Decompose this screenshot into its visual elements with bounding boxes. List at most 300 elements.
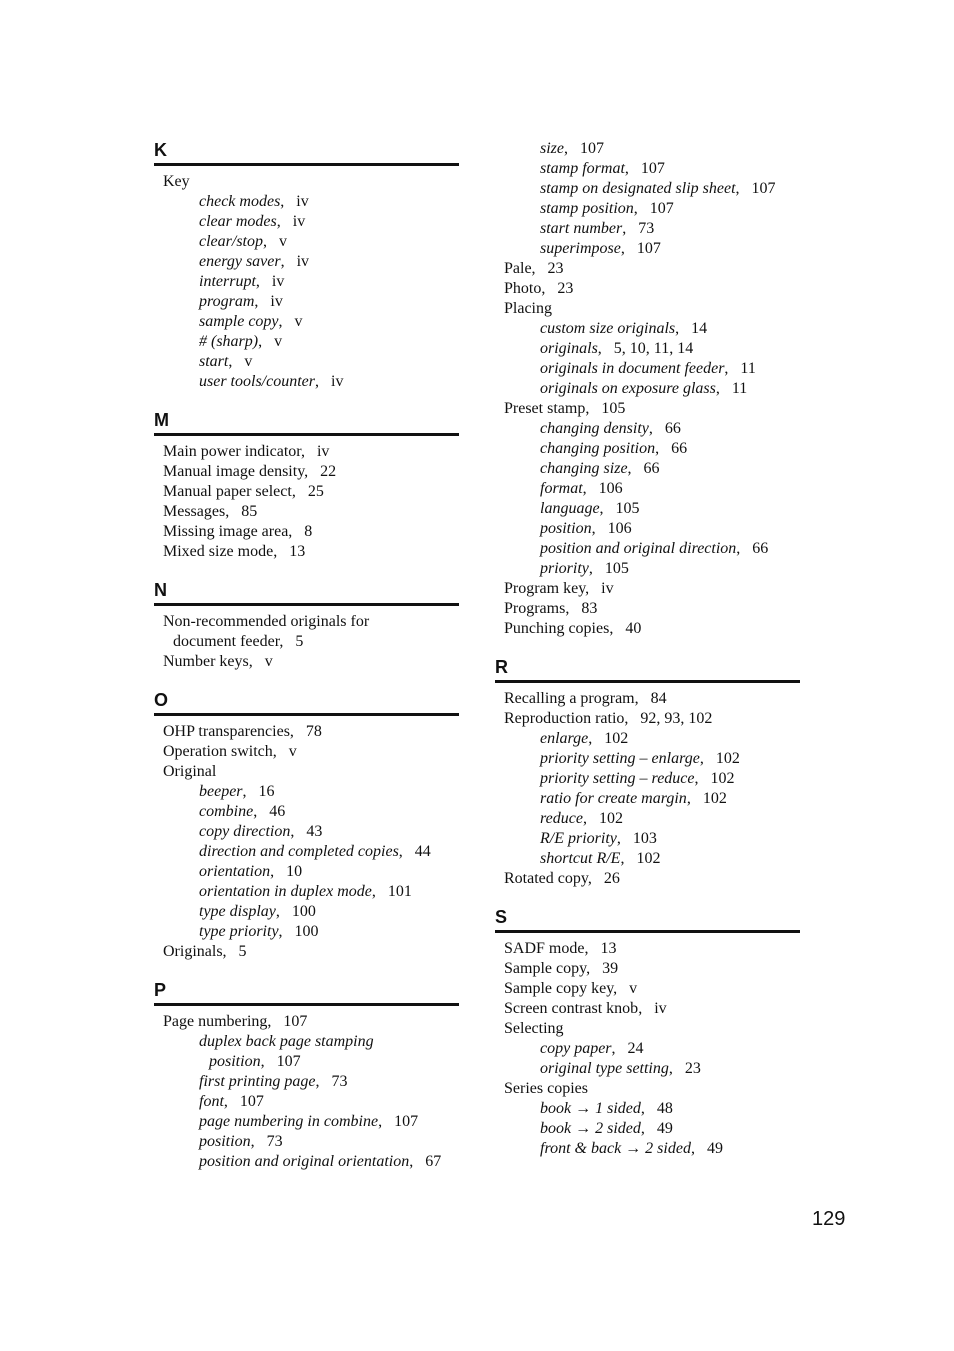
index-entry — [154, 762, 459, 782]
entry-pages: 107 — [751, 180, 776, 197]
section-letter: K — [154, 140, 167, 160]
entry-separator: , — [288, 523, 305, 540]
index-subentry — [495, 1119, 800, 1139]
entry-separator: , — [584, 940, 601, 957]
entry-separator: , — [273, 543, 290, 560]
entry-separator: , — [272, 743, 289, 760]
index-subentry — [495, 499, 800, 519]
entry-term: stamp position — [540, 200, 634, 217]
entry-pages: 103 — [632, 830, 657, 847]
entry-pages: 107 — [239, 1093, 264, 1110]
index-section — [154, 140, 459, 392]
entry-term: reduce — [540, 810, 583, 827]
entry-pages: 26 — [603, 870, 620, 887]
entry-separator: , — [291, 483, 308, 500]
entry-term: Placing — [504, 300, 552, 317]
section-letter: P — [154, 980, 167, 1000]
index-subentry — [495, 439, 800, 459]
entry-pages: 67 — [425, 1153, 442, 1170]
index-section — [495, 139, 800, 639]
section-letter: R — [495, 657, 508, 677]
entry-pages: 23 — [557, 280, 574, 297]
index-subentry — [154, 802, 459, 822]
entry-pages: 107 — [580, 140, 604, 157]
entry-separator: , — [686, 790, 703, 807]
entry-term: Original — [163, 763, 217, 780]
entry-term: originals — [540, 340, 598, 357]
entry-term: user tools/counter — [199, 373, 315, 390]
entry-term: Key — [163, 173, 190, 190]
index-subentry — [154, 352, 459, 372]
entry-term: language — [540, 500, 600, 517]
entry-term: first printing page — [199, 1073, 316, 1090]
entry-term: Page numbering — [163, 1013, 268, 1030]
index-subentry — [495, 159, 800, 179]
index-entry — [495, 259, 800, 279]
entry-term: format — [540, 480, 583, 497]
entry-pages: v — [288, 743, 297, 760]
index-entry-continuation — [154, 632, 459, 652]
index-entry — [154, 1012, 459, 1032]
entry-term: original type setting — [540, 1060, 669, 1077]
entry-term: Missing image area — [163, 523, 289, 540]
index-entry — [154, 612, 459, 632]
section-header — [154, 410, 459, 436]
section-rule — [154, 1003, 459, 1006]
entry-term: originals in document feeder — [540, 360, 725, 377]
index-subentry — [154, 272, 459, 292]
entry-pages: iv — [296, 193, 309, 210]
entry-separator: , — [597, 340, 614, 357]
section-rule — [154, 713, 459, 716]
entry-separator: , — [735, 180, 752, 197]
entry-term: # (sharp) — [199, 333, 259, 350]
index-entry — [154, 502, 459, 522]
entry-pages: 107 — [276, 1053, 301, 1070]
entry-pages: iv — [271, 273, 285, 290]
entry-separator: , — [715, 380, 732, 397]
entry-separator: , — [278, 923, 295, 940]
entry-term: page numbering in combine — [199, 1113, 379, 1130]
entry-pages: 107 — [640, 160, 665, 177]
index-entry — [154, 542, 459, 562]
index-entry — [495, 399, 800, 419]
entry-separator: , — [585, 400, 602, 417]
entry-term: Number keys — [163, 653, 249, 670]
entry-term: priority setting – reduce — [540, 770, 695, 787]
entry-term: Punching copies — [504, 620, 610, 637]
index-subentry — [154, 232, 459, 252]
entry-term: position — [199, 1133, 251, 1150]
entry-separator: , — [724, 360, 741, 377]
entry-pages: 100 — [294, 923, 319, 940]
index-subentry — [154, 372, 459, 392]
entry-pages: iv — [292, 213, 306, 230]
section-rule — [154, 163, 459, 166]
index-subentry — [495, 479, 800, 499]
index-entry — [495, 959, 800, 979]
index-subentry — [495, 219, 800, 239]
index-subentry — [495, 359, 800, 379]
entry-pages: 106 — [607, 520, 632, 537]
entry-term: Screen contrast knob — [504, 1000, 639, 1017]
index-subentry — [154, 292, 459, 312]
section-header — [495, 657, 800, 683]
index-subentry — [154, 922, 459, 942]
index-entry — [495, 599, 800, 619]
section-letter: N — [154, 580, 167, 600]
entry-list — [154, 716, 459, 962]
index-subentry — [495, 789, 800, 809]
entry-term: Sample copy key — [504, 980, 614, 997]
entry-term: energy saver — [199, 253, 281, 270]
entry-term: priority setting – enlarge — [540, 750, 700, 767]
entry-separator: , — [591, 520, 608, 537]
entry-term: changing position — [540, 440, 656, 457]
entry-pages: 92, 93, 102 — [640, 710, 713, 727]
entry-separator: , — [582, 480, 599, 497]
entry-term: position and original direction — [540, 540, 737, 557]
entry-pages: 102 — [710, 770, 735, 787]
index-entry — [154, 482, 459, 502]
entry-term: Selecting — [504, 1020, 564, 1037]
entry-term: orientation — [199, 863, 271, 880]
entry-separator: , — [640, 1120, 657, 1137]
entry-pages: 102 — [715, 750, 740, 767]
entry-separator: , — [622, 220, 639, 237]
entry-pages: 23 — [684, 1060, 701, 1077]
entry-list — [154, 436, 459, 562]
index-entry — [154, 522, 459, 542]
index-section — [495, 657, 800, 889]
entry-list — [154, 1006, 459, 1172]
entry-term: Main power indicator — [163, 443, 301, 460]
index-subentry — [495, 199, 800, 219]
entry-pages: 49 — [656, 1120, 673, 1137]
index-subentry — [154, 822, 459, 842]
section-letter: M — [154, 410, 169, 430]
entry-pages: 11 — [731, 380, 748, 397]
entry-separator: , — [611, 1040, 628, 1057]
entry-pages: iv — [601, 580, 614, 597]
section-rule — [495, 930, 800, 933]
entry-separator: , — [228, 353, 245, 370]
index-subentry — [495, 319, 800, 339]
entry-separator: , — [315, 1073, 332, 1090]
entry-separator: , — [638, 1000, 655, 1017]
entry-pages: 107 — [394, 1113, 419, 1130]
entry-term: orientation in duplex mode — [199, 883, 372, 900]
index-section — [495, 907, 800, 1159]
entry-separator: , — [634, 690, 651, 707]
entry-separator: , — [289, 723, 306, 740]
entry-separator: , — [633, 200, 650, 217]
entry-pages: 66 — [643, 460, 660, 477]
index-subentry — [495, 339, 800, 359]
entry-pages: 106 — [598, 480, 623, 497]
index-entry — [154, 462, 459, 482]
entry-separator: , — [531, 260, 548, 277]
entry-separator: , — [223, 1093, 240, 1110]
entry-separator: , — [300, 443, 317, 460]
entry-term: ratio for create margin — [540, 790, 687, 807]
entry-pages: v — [244, 353, 253, 370]
index-subentry — [495, 1059, 800, 1079]
index-subentry — [154, 1032, 459, 1052]
entry-term: Messages — [163, 503, 226, 520]
entry-separator: , — [248, 653, 265, 670]
index-subentry — [154, 1072, 459, 1092]
entry-term: Originals — [163, 943, 223, 960]
entry-pages: iv — [270, 293, 283, 310]
entry-pages: 5, 10, 11, 14 — [613, 340, 694, 357]
entry-pages: 11 — [740, 360, 756, 377]
entry-term: Photo — [504, 280, 542, 297]
index-subentry — [154, 1112, 459, 1132]
index-subentry — [154, 212, 459, 232]
entry-separator: , — [242, 783, 259, 800]
entry-term: front & back → 2 sided — [540, 1140, 691, 1157]
index-entry — [495, 1079, 800, 1099]
entry-pages: 14 — [691, 320, 708, 337]
entry-term: size — [540, 140, 564, 157]
section-letter: O — [154, 690, 169, 710]
entry-separator: , — [222, 943, 239, 960]
entry-pages: 105 — [601, 400, 626, 417]
entry-term: Manual paper select — [163, 483, 292, 500]
index-entry — [495, 299, 800, 319]
entry-pages: 100 — [291, 903, 316, 920]
index-subentry — [495, 139, 800, 159]
entry-term: Non-recommended originals for — [163, 613, 370, 630]
entry-pages: 101 — [387, 883, 412, 900]
entry-pages: 85 — [241, 503, 258, 520]
entry-term: Reproduction ratio — [504, 710, 625, 727]
index-column-right — [495, 139, 800, 1177]
entry-term: type priority — [199, 923, 279, 940]
entry-term: combine — [199, 803, 254, 820]
entry-separator: , — [315, 373, 331, 390]
entry-separator: , — [541, 280, 558, 297]
entry-separator: , — [624, 160, 641, 177]
entry-separator: , — [620, 240, 637, 257]
entry-separator: , — [613, 980, 630, 997]
index-entry — [495, 979, 800, 999]
entry-pages: 84 — [650, 690, 667, 707]
index-entry — [154, 722, 459, 742]
entry-term: book → 2 sided — [540, 1120, 641, 1137]
entry-term: program — [199, 293, 255, 310]
entry-pages: 39 — [602, 960, 619, 977]
entry-separator: , — [582, 810, 599, 827]
index-section — [154, 690, 459, 962]
entry-pages: 78 — [305, 723, 322, 740]
page-number: 129 — [812, 1208, 846, 1230]
entry-term: copy direction — [199, 823, 291, 840]
entry-term: Program key — [504, 580, 586, 597]
entry-separator: , — [565, 600, 582, 617]
index-subentry — [495, 459, 800, 479]
entry-separator: , — [290, 823, 307, 840]
entry-term: Programs — [504, 600, 566, 617]
index-subentry — [154, 862, 459, 882]
index-entry — [154, 742, 459, 762]
index-entry — [154, 942, 459, 962]
entry-separator: , — [304, 463, 321, 480]
entry-term: Pale — [504, 260, 532, 277]
index-entry — [495, 999, 800, 1019]
entry-pages: v — [264, 653, 273, 670]
section-header — [154, 690, 459, 716]
entry-pages: 73 — [266, 1133, 283, 1150]
index-subentry — [154, 842, 459, 862]
entry-term: position — [209, 1053, 261, 1070]
entry-term: copy paper — [540, 1040, 612, 1057]
entry-pages: 48 — [656, 1100, 673, 1117]
index-subentry — [495, 809, 800, 829]
entry-separator: , — [276, 213, 293, 230]
entry-list — [154, 166, 459, 392]
index-entry — [154, 172, 459, 192]
index-entry — [495, 939, 800, 959]
entry-term: position and original orientation — [199, 1153, 410, 1170]
entry-pages: 83 — [581, 600, 598, 617]
entry-pages: 105 — [604, 560, 629, 577]
entry-separator: , — [668, 1060, 685, 1077]
index-subentry — [495, 749, 800, 769]
entry-pages: v — [629, 980, 638, 997]
entry-term: font — [199, 1093, 224, 1110]
entry-separator: , — [588, 730, 605, 747]
entry-separator: , — [620, 850, 637, 867]
section-header — [154, 140, 459, 166]
entry-pages: 102 — [598, 810, 623, 827]
index-subentry — [495, 539, 800, 559]
entry-pages: iv — [316, 443, 330, 460]
entry-separator: , — [587, 870, 604, 887]
entry-term: custom size originals — [540, 320, 676, 337]
entry-list — [154, 606, 459, 672]
index-subentry — [154, 332, 459, 352]
entry-pages: 10 — [286, 863, 303, 880]
entry-separator: , — [640, 1100, 657, 1117]
entry-pages: 24 — [627, 1040, 644, 1057]
index-subentry — [495, 1039, 800, 1059]
index-entry — [495, 869, 800, 889]
entry-term: Operation switch — [163, 743, 273, 760]
entry-pages: iv — [296, 253, 310, 270]
index-entry-continuation — [154, 1052, 459, 1072]
entry-separator: , — [378, 1113, 395, 1130]
index-subentry — [154, 252, 459, 272]
section-rule — [154, 603, 459, 606]
entry-pages: 46 — [269, 803, 286, 820]
entry-term: OHP transparencies — [163, 723, 290, 740]
entry-term: stamp format — [540, 160, 625, 177]
entry-term: changing density — [540, 420, 649, 437]
entry-separator: , — [736, 540, 753, 557]
entry-pages: 73 — [638, 220, 655, 237]
entry-pages: 102 — [702, 790, 727, 807]
entry-list — [495, 683, 800, 889]
entry-term: priority — [540, 560, 589, 577]
index-subentry — [154, 882, 459, 902]
entry-separator: , — [270, 863, 287, 880]
entry-separator: , — [255, 273, 272, 290]
index-subentry — [495, 829, 800, 849]
entry-separator: , — [648, 420, 665, 437]
index-entry — [495, 689, 800, 709]
entry-separator: , — [398, 843, 415, 860]
entry-term: Manual image density — [163, 463, 305, 480]
entry-separator: , — [624, 710, 641, 727]
entry-term: duplex back page stamping — [199, 1033, 374, 1050]
entry-separator: , — [260, 1053, 277, 1070]
index-column-left — [154, 140, 459, 1190]
entry-term: start — [199, 353, 229, 370]
index-section — [154, 410, 459, 562]
entry-term: clear modes — [199, 213, 277, 230]
entry-separator: , — [250, 1133, 267, 1150]
entry-term: check modes — [199, 193, 281, 210]
entry-term: Rotated copy — [504, 870, 588, 887]
entry-term: stamp on designated slip sheet — [540, 180, 736, 197]
entry-pages: 16 — [258, 783, 275, 800]
index-subentry — [495, 729, 800, 749]
entry-pages: 22 — [320, 463, 337, 480]
entry-term: clear/stop — [199, 233, 263, 250]
section-header — [495, 907, 800, 933]
index-subentry — [495, 379, 800, 399]
entry-pages: iv — [654, 1000, 667, 1017]
index-section — [154, 980, 459, 1172]
index-entry — [154, 442, 459, 462]
section-header — [154, 580, 459, 606]
index-subentry — [495, 179, 800, 199]
index-entry — [495, 279, 800, 299]
entry-pages: 49 — [706, 1140, 723, 1157]
entry-pages: 102 — [604, 730, 629, 747]
entry-term: start number — [540, 220, 623, 237]
index-subentry — [154, 1152, 459, 1172]
entry-term: sample copy — [199, 313, 279, 330]
entry-pages: 66 — [752, 540, 769, 557]
index-entry — [154, 652, 459, 672]
entry-term: Preset stamp — [504, 400, 586, 417]
entry-separator: , — [699, 750, 716, 767]
entry-separator: , — [275, 903, 292, 920]
index-subentry — [154, 782, 459, 802]
entry-pages: 25 — [307, 483, 324, 500]
entry-separator: , — [694, 770, 711, 787]
entry-separator: , — [564, 140, 580, 157]
entry-term: interrupt — [199, 273, 256, 290]
index-subentry — [154, 902, 459, 922]
section-rule — [154, 433, 459, 436]
entry-pages: 66 — [664, 420, 681, 437]
index-entry — [495, 1019, 800, 1039]
entry-separator: , — [675, 320, 692, 337]
entry-separator: , — [278, 313, 295, 330]
entry-term: direction and completed copies — [199, 843, 399, 860]
entry-separator: , — [588, 560, 605, 577]
entry-separator: , — [586, 960, 603, 977]
index-subentry — [495, 419, 800, 439]
index-subentry — [154, 1092, 459, 1112]
entry-term: Mixed size mode — [163, 543, 274, 560]
entry-separator: , — [280, 253, 297, 270]
entry-pages: 8 — [304, 523, 313, 540]
